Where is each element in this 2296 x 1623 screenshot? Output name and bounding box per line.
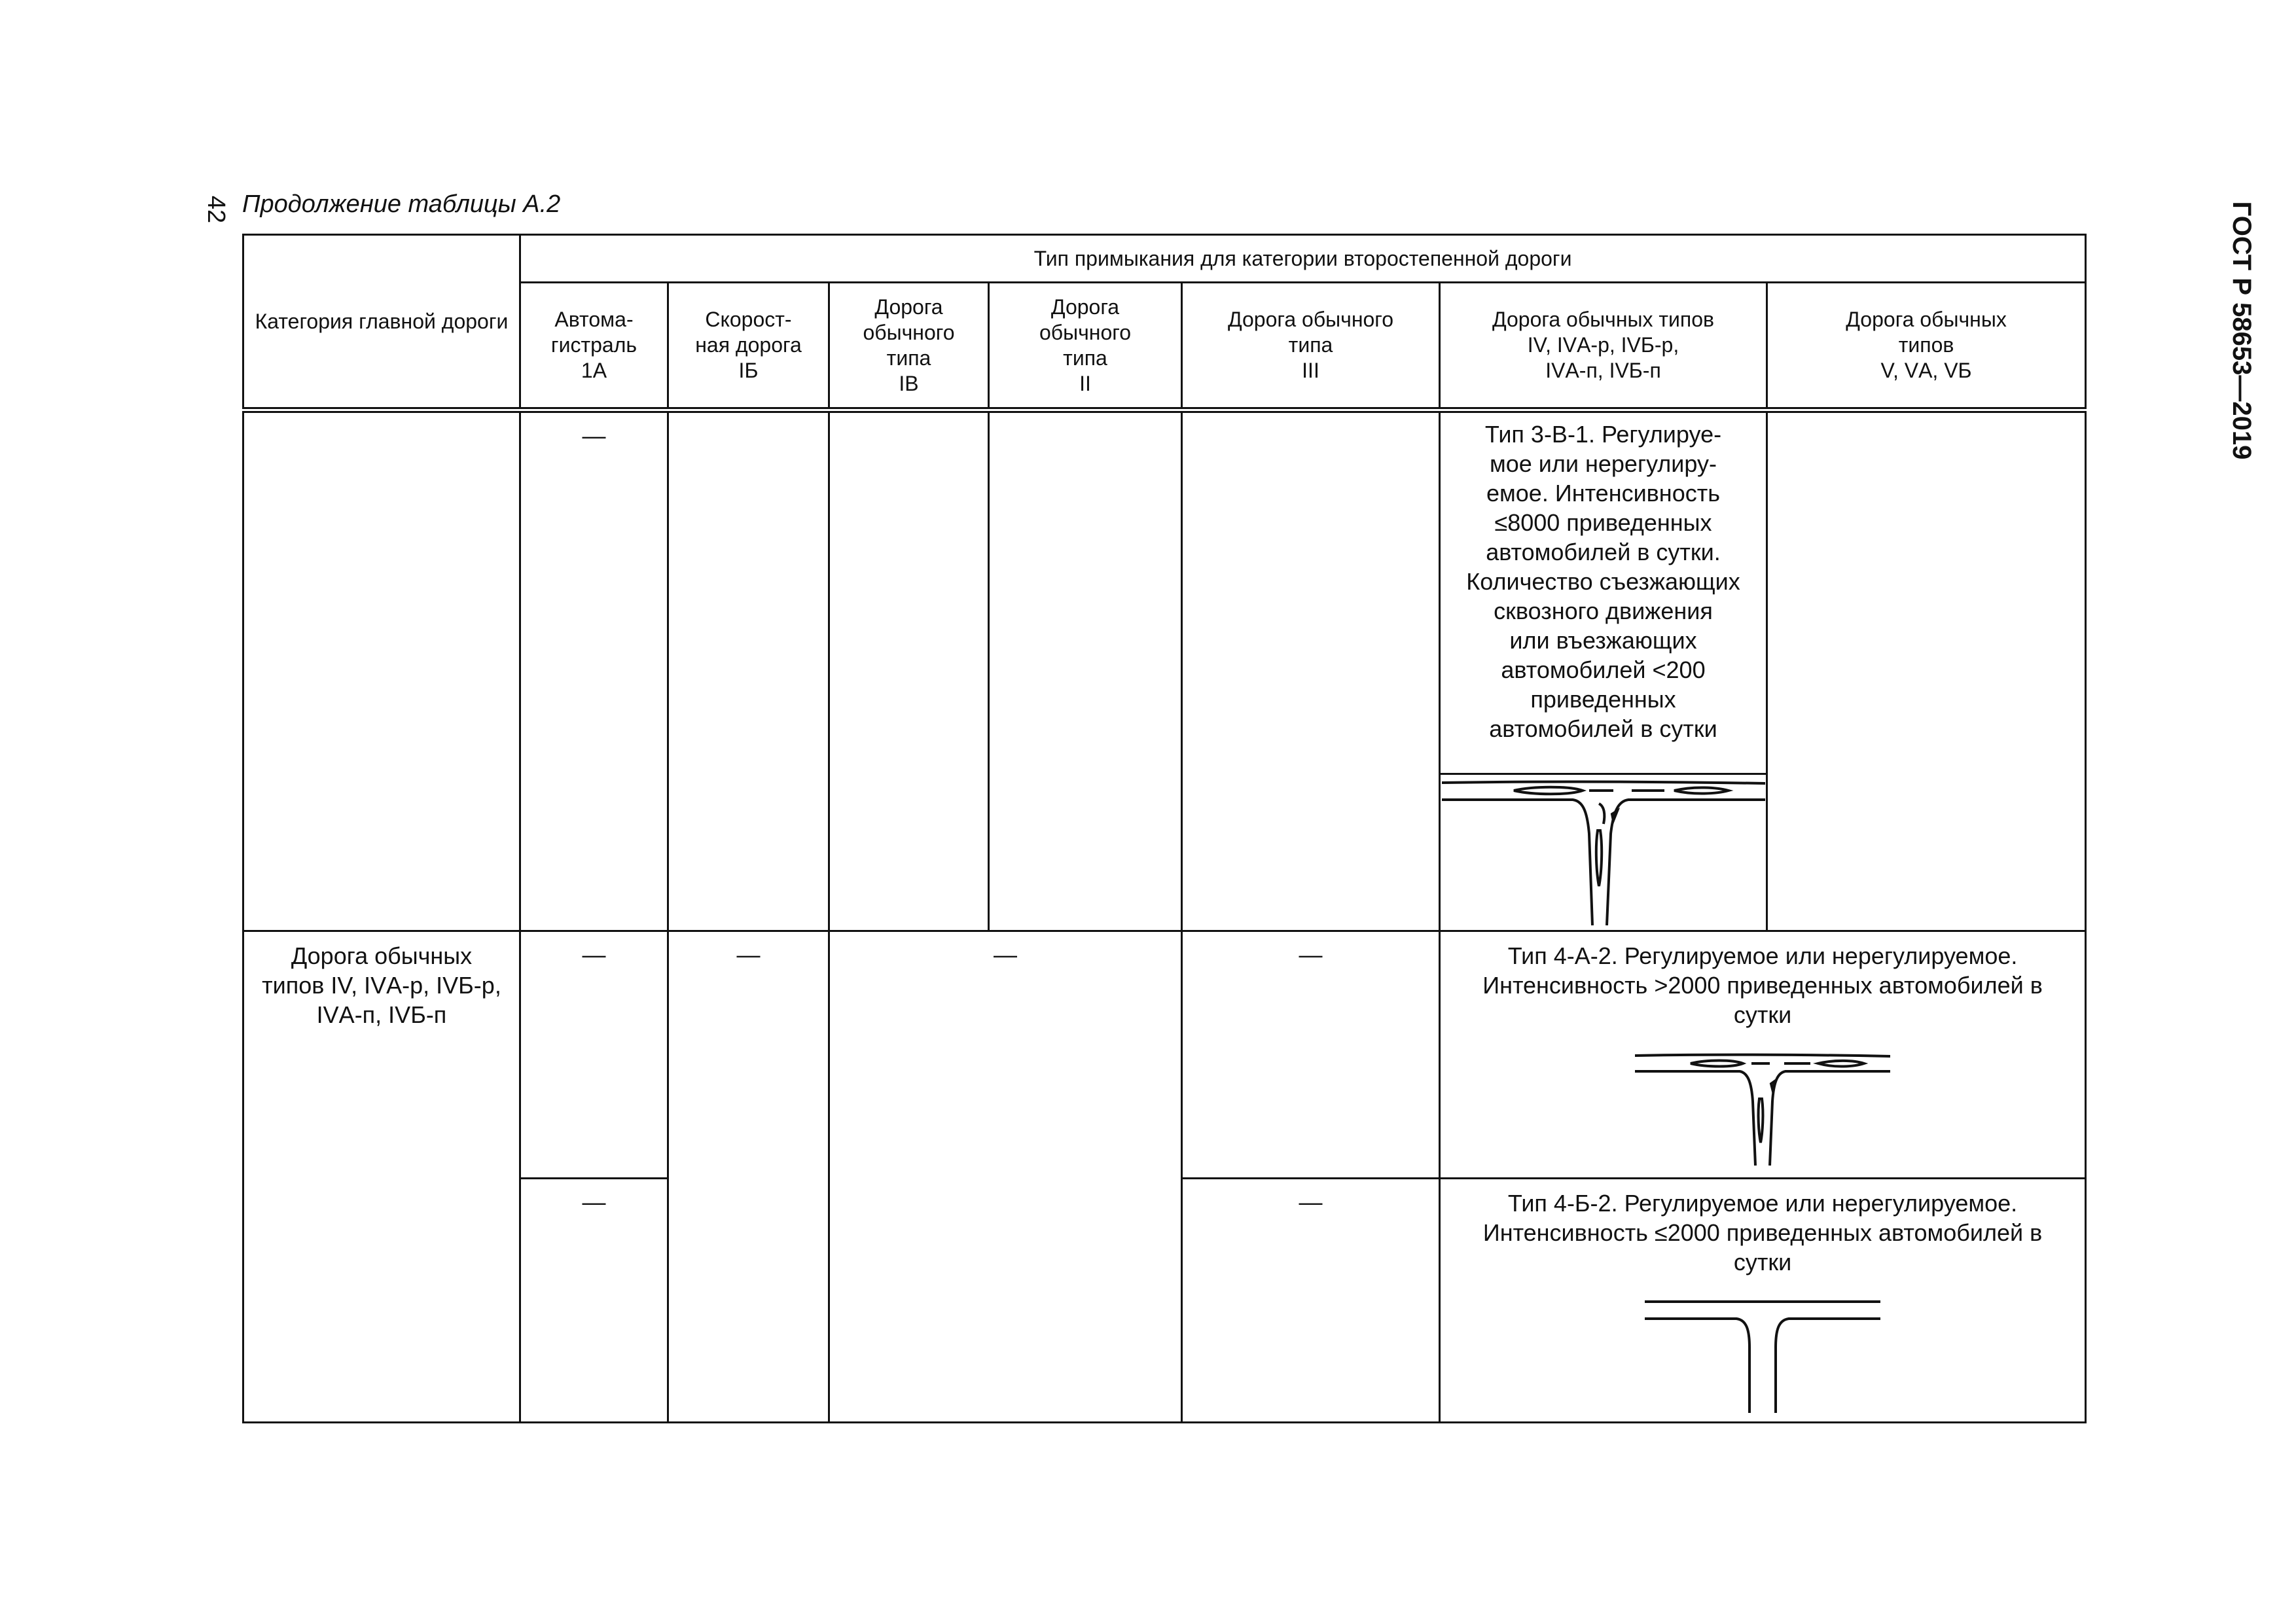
column-header-5: Дорога обычных типов V, VА, VБ [1767, 283, 2086, 410]
column-header-1a: Автома- гистраль 1А [520, 283, 668, 410]
row2-category-cell: Дорога обычных типов IV, IVА-р, IVБ-р, IVА-п, IVБ-п [243, 931, 520, 1423]
row1-4-cell [1440, 410, 1767, 931]
table-row [243, 931, 2086, 1179]
row1-1v-cell [829, 410, 989, 931]
row2-4-5-cell [1440, 931, 2086, 1179]
column-header-3: Дорога обычного типа III [1182, 283, 1440, 410]
column-header-1v: Дорога обычного типа IВ [829, 283, 989, 410]
table-row [243, 410, 2086, 931]
junction-4-a-2-icon [1635, 1048, 1890, 1166]
column-header-4: Дорога обычных типов IV, IVА-р, IVБ-р, IVА-п, IVБ-п [1440, 283, 1767, 410]
row3-1a-cell: — [520, 1179, 668, 1423]
column-header-1b: Скорост- ная дорога IБ [668, 283, 829, 410]
row2-1v-2-cell: — [829, 931, 1182, 1423]
row3-4-5-cell [1440, 1179, 2086, 1423]
junction-3-v-1-icon [1442, 775, 1765, 925]
row1-category-cell [243, 410, 520, 931]
row3-3-cell: — [1182, 1179, 1440, 1423]
main-category-header: Категория главной дороги [243, 235, 520, 410]
junction-types-table [242, 234, 2087, 1423]
table-caption: Продолжение таблицы А.2 [242, 190, 561, 218]
row1-5-cell [1767, 410, 2086, 931]
type-4-b-2-description: Тип 4-Б-2. Регулируемое или нерегулируемое. Интенсивность ≤2000 приведенных автомобилей в сутки [1482, 1190, 2043, 1275]
type-3-v-1-description: Тип 3-В-1. Регулируе- мое или нерегулиру- емое. Интенсивность ≤8000 приведенных автомобилей в сутки. Количество съезжающих сквозного движения или въезжающих автомобилей <200 приведенных автомобилей в сутки [1466, 421, 1740, 742]
row1-3-cell [1182, 410, 1440, 931]
junction-4-b-2-icon [1645, 1295, 1880, 1413]
type-4-a-2-description: Тип 4-А-2. Регулируемое или нерегулируемое. Интенсивность >2000 приведенных автомобилей в сутки [1482, 942, 2043, 1028]
column-header-2: Дорога обычного типа II [989, 283, 1182, 410]
row1-1a-cell: — [520, 410, 668, 931]
secondary-category-header: Тип примыкания для категории второстепенной дороги [520, 235, 2086, 283]
row2-1a-cell: — [520, 931, 668, 1179]
row1-2-cell [989, 410, 1182, 931]
page-number: 42 [202, 195, 230, 224]
row2-1b-cell: — [668, 931, 829, 1423]
type-3-v-1-diagram [1441, 773, 1766, 930]
row1-1b-cell [668, 410, 829, 931]
row2-3-cell: — [1182, 931, 1440, 1179]
standard-code: ГОСТ Р 58653—2019 [2227, 201, 2256, 460]
